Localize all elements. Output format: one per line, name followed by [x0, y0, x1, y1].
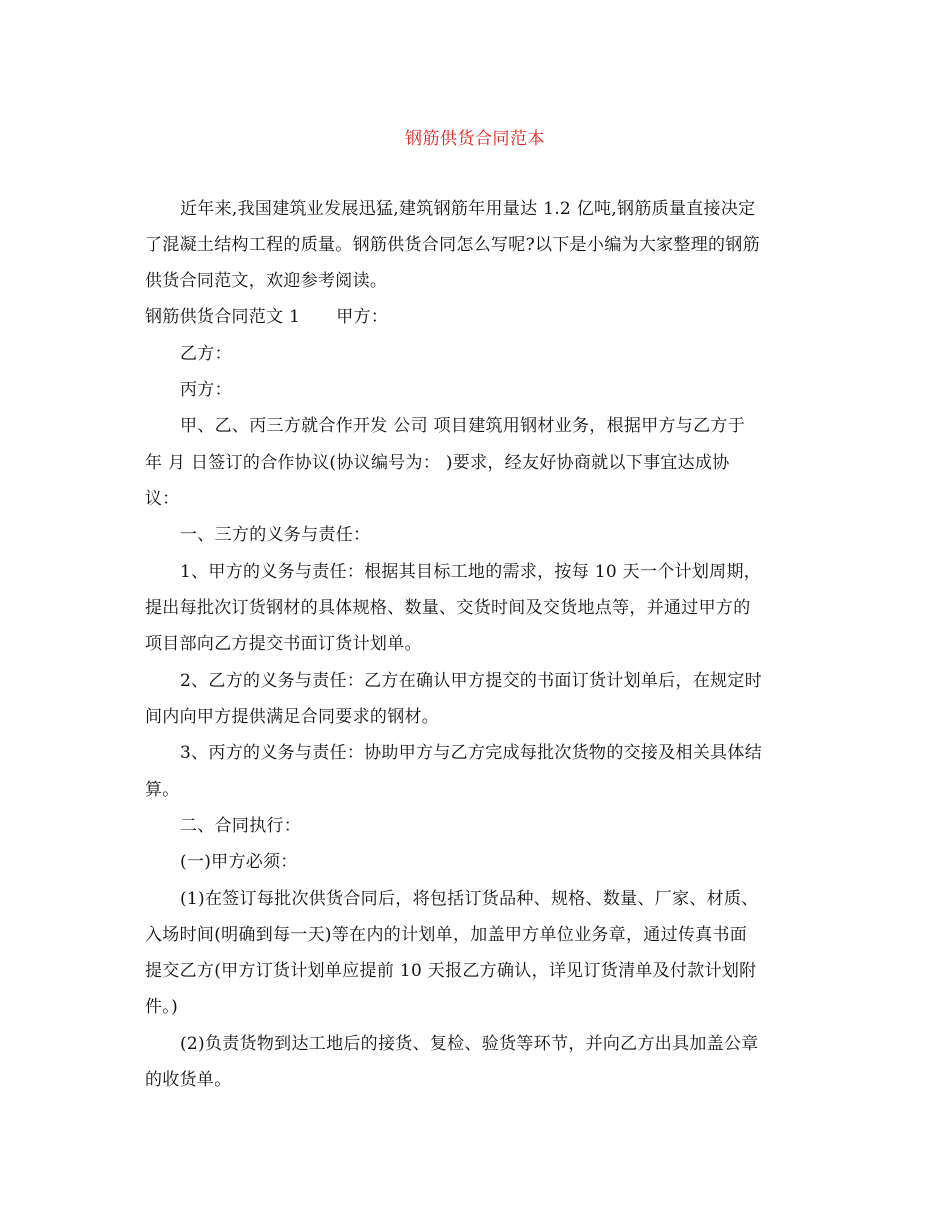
paragraph-line: (2)负责货物到达工地后的接货、复检、验货等环节，并向乙方出具加盖公章	[180, 1034, 759, 1054]
party-c-label: 丙方：	[180, 380, 232, 400]
paragraph-line: 的收货单。	[145, 1070, 232, 1090]
party-a-label: 甲方：	[336, 307, 389, 327]
document-title: 钢筋供货合同范本	[405, 129, 545, 149]
subclause-heading: (一)甲方必须：	[180, 852, 298, 872]
paragraph-line: 近年来,我国建筑业发展迅猛,建筑钢筋年用量达 1.2 亿吨,钢筋质量直接决定	[180, 199, 756, 219]
paragraph-line: 3、丙方的义务与责任：协助甲方与乙方完成每批次货物的交接及相关具体结	[180, 743, 763, 763]
section-heading-line	[145, 306, 388, 328]
clause-heading: 一、三方的义务与责任：	[180, 525, 371, 545]
paragraph-line: 提出每批次订货钢材的具体规格、数量、交货时间及交货地点等，并通过甲方的	[145, 598, 751, 618]
sample-heading: 钢筋供货合同范文 1	[145, 307, 301, 327]
paragraph-line: 间内向甲方提供满足合同要求的钢材。	[145, 707, 440, 727]
paragraph-line: 供货合同范文，欢迎参考阅读。	[145, 271, 388, 291]
paragraph-line: 件。)	[145, 997, 179, 1017]
paragraph-line: 入场时间(明确到每一天)等在内的计划单，加盖甲方单位业务章，通过传真书面	[145, 925, 748, 945]
paragraph-line: 项目部向乙方提交书面订货计划单。	[145, 634, 422, 654]
paragraph-line: 提交乙方(甲方订货计划单应提前 10 天报乙方确认，详见订货清单及付款计划附	[145, 961, 757, 981]
paragraph-line: 算。	[145, 780, 180, 800]
party-b-label: 乙方：	[180, 344, 232, 364]
paragraph-line: (1)在签订每批次供货合同后，将包括订货品种、规格、数量、厂家、材质、	[180, 889, 759, 909]
paragraph-line: 甲、乙、丙三方就合作开发 公司 项目建筑用钢材业务，根据甲方与乙方于	[180, 416, 746, 436]
paragraph-line: 议：	[145, 489, 180, 509]
paragraph-line: 2、乙方的义务与责任：乙方在确认甲方提交的书面订货计划单后，在规定时	[180, 671, 763, 691]
paragraph-line: 1、甲方的义务与责任：根据其目标工地的需求，按每 10 天一个计划周期，	[180, 562, 762, 582]
clause-heading: 二、合同执行：	[180, 816, 302, 836]
paragraph-line: 年 月 日签订的合作协议(协议编号为： )要求，经友好协商就以下事宜达成协	[145, 453, 730, 473]
paragraph-line: 了混凝土结构工程的质量。钢筋供货合同怎么写呢?以下是小编为大家整理的钢筋	[145, 235, 760, 255]
